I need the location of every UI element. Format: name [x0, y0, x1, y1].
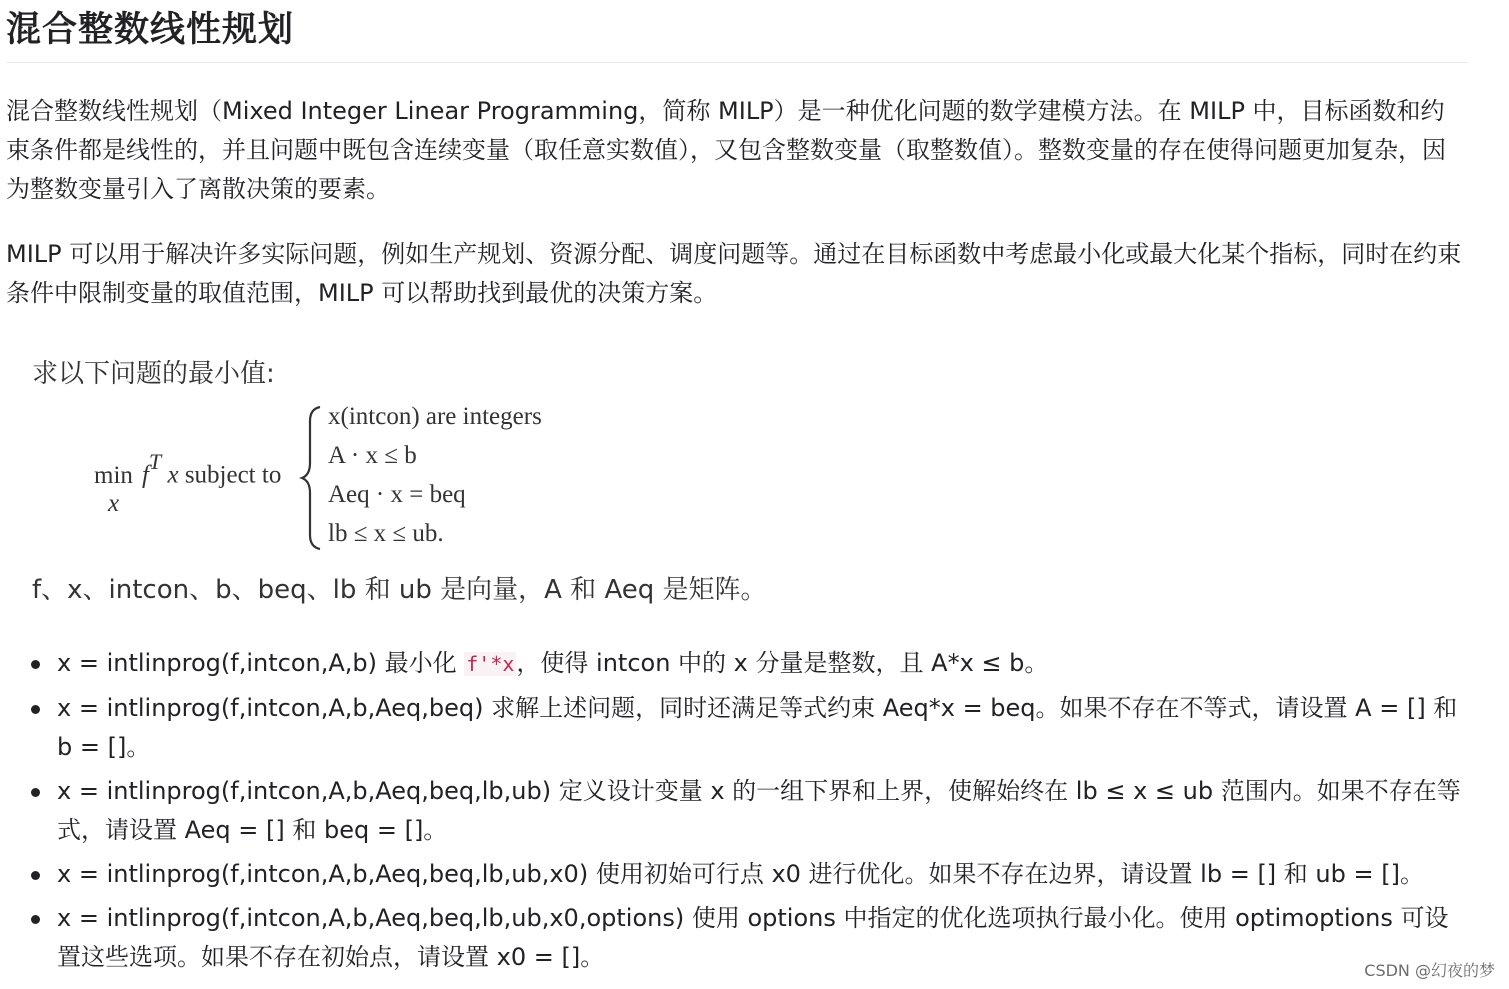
list-item-text: x = intlinprog(f,intcon,A,b,Aeq,beq,lb,ub,x0) 使用初始可行点 x0 进行优化。如果不存在边界，请设置 lb = [] 和 ub = []。 — [57, 860, 1424, 888]
figure-caption: f、x、intcon、b、beq、lb 和 ub 是向量，A 和 Aeq 是矩阵。 — [32, 575, 767, 605]
constraint-inequality: A · x ≤ b — [328, 442, 417, 469]
article — [6, 0, 1468, 313]
subject-to-label: subject to — [184, 461, 282, 489]
list-item — [10, 772, 1470, 850]
figure-question: 求以下问题的最小值: — [32, 359, 275, 389]
bullet-dot — [31, 788, 40, 797]
constraint-equality: Aeq · x = beq — [328, 481, 466, 508]
objective-x: x — [167, 461, 179, 489]
constraint-integers: x(intcon) are integers — [328, 403, 542, 430]
inline-code: f'*x — [466, 652, 515, 676]
milp-formula-figure — [32, 345, 792, 615]
list-item-text: x = intlinprog(f,intcon,A,b,Aeq,beq) 求解上述问题，同时还满足等式约束 Aeq*x = beq。如果不存在不等式，请设置 A = [] 和 b = []。 — [57, 694, 1458, 761]
list-item — [10, 899, 1470, 977]
constraint-bounds: lb ≤ x ≤ ub. — [328, 520, 444, 547]
page-title: 混合整数线性规划 — [6, 0, 1468, 63]
list-item — [10, 644, 1470, 684]
min-operator: min — [94, 462, 133, 489]
list-item — [10, 689, 1470, 767]
usage-paragraph: MILP 可以用于解决许多实际问题，例如生产规划、资源分配、调度问题等。通过在目标函数中考虑最小化或最大化某个指标，同时在约束条件中限制变量的取值范围，MILP 可以帮助找到最优的决策方案。 — [6, 240, 1462, 307]
objective-expression — [142, 449, 282, 489]
objective-f: f — [142, 461, 149, 489]
list-item-text: x = intlinprog(f,intcon,A,b) 最小化 — [57, 649, 465, 677]
bullet-dot — [31, 871, 40, 880]
watermark: CSDN @幻夜的梦 — [1364, 961, 1495, 980]
objective-transpose: T — [148, 449, 162, 474]
bullet-dot — [31, 660, 40, 669]
list-item — [10, 855, 1470, 894]
syntax-list — [10, 644, 1470, 982]
list-item-text: x = intlinprog(f,intcon,A,b,Aeq,beq,lb,ub) 定义设计变量 x 的一组下界和上界，使解始终在 lb ≤ x ≤ ub 范围内。如果不存在等式，请设置 Aeq = [] 和 beq = []。 — [57, 777, 1461, 844]
bullet-dot — [31, 705, 40, 714]
list-item-text-tail: ，使得 intcon 中的 x 分量是整数，且 A*x ≤ b。 — [516, 649, 1049, 677]
min-subscript: x — [108, 490, 120, 517]
bullet-dot — [31, 915, 40, 924]
intro-paragraph: 混合整数线性规划（Mixed Integer Linear Programming，简称 MILP）是一种优化问题的数学建模方法。在 MILP 中，目标函数和约束条件都是线性的，并且问题中既包含连续变量（取任意实数值），又包含整数变量（取整数值）。整数变量的存在使得问题更加复杂，因为整数变量引入了离散决策的要素。 — [6, 97, 1446, 203]
list-item-text: x = intlinprog(f,intcon,A,b,Aeq,beq,lb,ub,x0,options) 使用 options 中指定的优化选项执行最小化。使用 optimoptions 可设置这些选项。如果不存在初始点，请设置 x0 = []。 — [57, 904, 1449, 971]
constraint-brace — [298, 405, 326, 551]
